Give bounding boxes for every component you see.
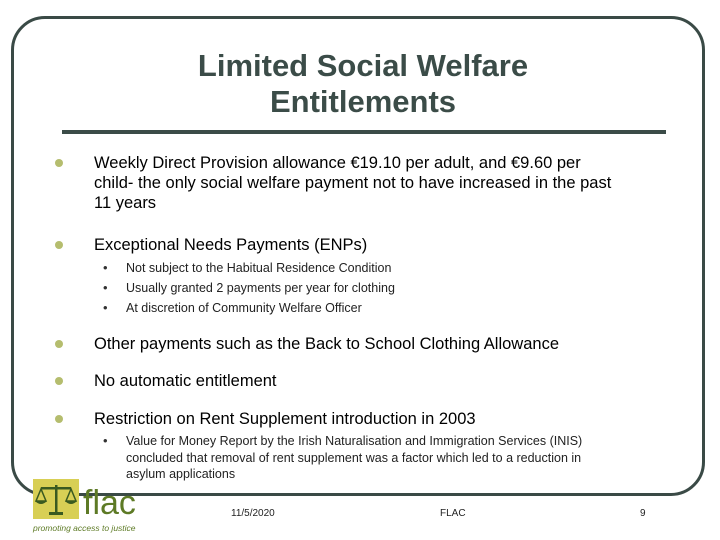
sub-bullet-text	[126, 433, 656, 483]
sub-bullet-text: Not subject to the Habitual Residence Condition	[126, 261, 392, 275]
bullet-line: 11 years	[94, 194, 157, 212]
sub-bullet-text: Usually granted 2 payments per year for clothing	[126, 281, 395, 295]
bullet-text: Other payments such as the Back to School Clothing Allowance	[94, 335, 560, 353]
title-divider	[62, 130, 666, 134]
slide-title	[60, 48, 666, 120]
bullet-text: Exceptional Needs Payments (ENPs)	[94, 236, 368, 254]
sub-bullet-line: asylum applications	[126, 467, 236, 481]
bullet-text: Restriction on Rent Supplement introduction in 2003	[94, 410, 476, 428]
bullet-dot-icon	[55, 159, 63, 167]
bullet-dot-icon	[55, 340, 63, 348]
sub-bullet-dot-icon: •	[103, 433, 108, 448]
bullet-line: child- the only social welfare payment not to have increased in the past	[94, 174, 612, 192]
flac-logo	[33, 479, 143, 537]
sub-bullet-text: At discretion of Community Welfare Officer	[126, 301, 362, 315]
sub-bullet-dot-icon: •	[103, 300, 108, 315]
bullet-dot-icon	[55, 377, 63, 385]
logo-wordmark: flac	[83, 484, 136, 522]
title-line-2: Entitlements	[269, 84, 457, 119]
sub-bullet-dot-icon: •	[103, 260, 108, 275]
bullet-line: Weekly Direct Provision allowance €19.10 per adult, and €9.60 per	[94, 154, 581, 172]
footer-date: 11/5/2020	[231, 508, 275, 519]
bullet-text	[94, 153, 664, 213]
title-line-1: Limited Social Welfare	[197, 48, 529, 83]
scales-of-justice-icon	[33, 479, 79, 519]
bullet-dot-icon	[55, 241, 63, 249]
sub-bullet-line: Value for Money Report by the Irish Naturalisation and Immigration Services (INIS)	[126, 434, 583, 448]
bullet-dot-icon	[55, 415, 63, 423]
sub-bullet-dot-icon: •	[103, 280, 108, 295]
bullet-text: No automatic entitlement	[94, 372, 277, 390]
page-number: 9	[640, 508, 646, 519]
sub-bullet-line: concluded that removal of rent supplement was a factor which led to a reduction in	[126, 450, 582, 465]
footer-center-text: FLAC	[440, 508, 466, 519]
logo-tagline: promoting access to justice	[33, 523, 136, 533]
